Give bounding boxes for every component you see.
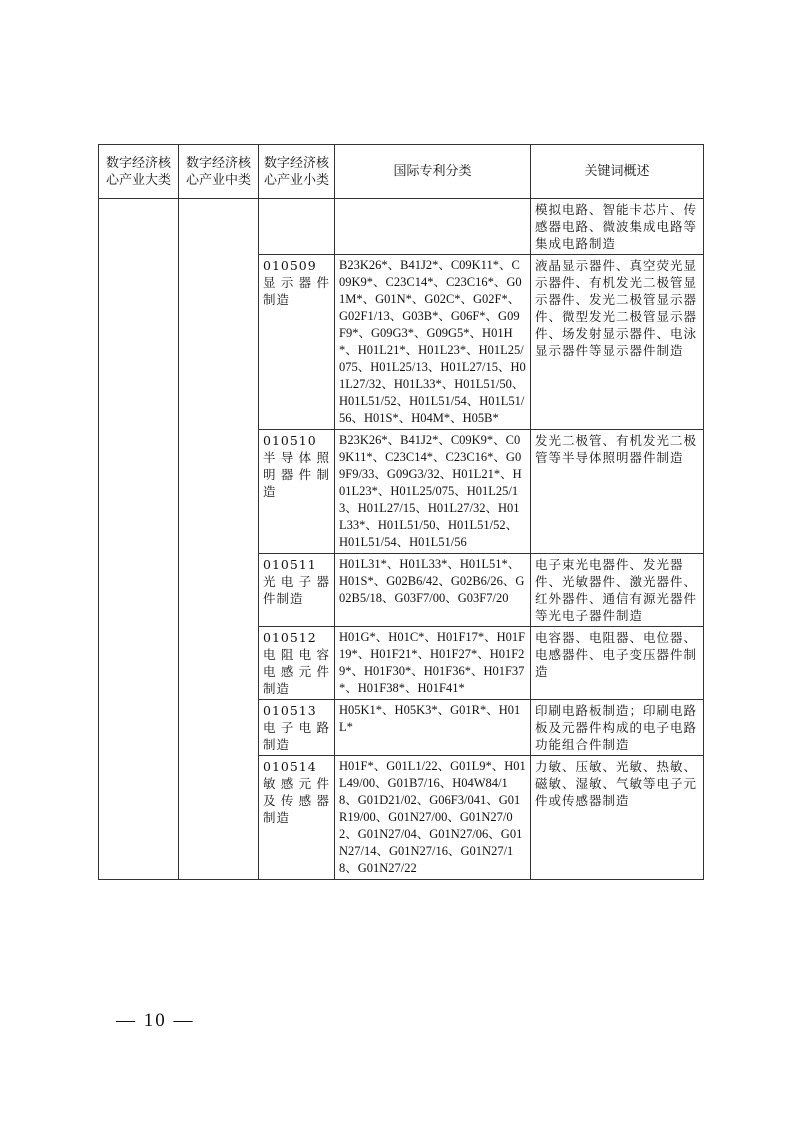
keywords-cell: 电子束光电器件、发光器件、光敏器件、激光器件、红外器件、通信有源光器件等光电子器件制造 <box>531 554 704 627</box>
ipc-cell: H01L31*、H01L33*、H01L51*、H01S*、G02B6/42、G02B6/26、G02B5/18、G03F7/00、G03F7/20 <box>335 554 531 627</box>
ipc-cell <box>335 199 531 255</box>
subclass-cell: 010510 半导体照明器件制造 <box>259 430 335 554</box>
ipc-classification-table <box>98 144 704 880</box>
table-row <box>99 199 704 255</box>
ipc-cell: B23K26*、B41J2*、C09K11*、C09K9*、C23C14*、C23C16*、G01M*、G01N*、G02C*、G02F*、G02F1/13、G03B*、G06F*、G09F9*、G09G3*、G09G5*、H01H*、H01L21*、H01L23*、H01L25/075、H01L25/13、H01L27/15、H01L27/32、H01L33*、H01L51/50、H01L51/52、H01L51/54、H01L51/56、H01S*、H04M*、H05B* <box>335 255 531 430</box>
subclass-cell: 010513 电子电路制造 <box>259 700 335 756</box>
header-keywords: 关键词概述 <box>531 145 704 199</box>
table-header <box>99 145 704 199</box>
subclass-cell: 010511 光电子器件制造 <box>259 554 335 627</box>
keywords-cell: 液晶显示器件、真空荧光显示器件、有机发光二极管显示器件、发光二极管显示器件、微型发光二极管显示器件、场发射显示器件、电泳显示器件等显示器件制造 <box>531 255 704 430</box>
header-subcategory: 数字经济核心产业小类 <box>259 145 335 199</box>
page-number: — 10 — <box>116 1010 195 1031</box>
subclass-cell: 010514 敏感元件及传感器制造 <box>259 756 335 880</box>
keywords-cell: 力敏、压敏、光敏、热敏、磁敏、湿敏、气敏等电子元件或传感器制造 <box>531 756 704 880</box>
header-ipc: 国际专利分类 <box>335 145 531 199</box>
header-major-category: 数字经济核心产业大类 <box>99 145 179 199</box>
keywords-cell: 印刷电路板制造；印刷电路板及元器件构成的电子电路功能组合件制造 <box>531 700 704 756</box>
subclass-cell: 010512 电阻电容电感元件制造 <box>259 627 335 700</box>
header-middle-category: 数字经济核心产业中类 <box>179 145 259 199</box>
table-body <box>99 199 704 880</box>
header-row <box>99 145 704 199</box>
middle-category-cell <box>179 199 259 880</box>
keywords-cell: 模拟电路、智能卡芯片、传感器电路、微波集成电路等集成电路制造 <box>531 199 704 255</box>
subclass-cell: 010509 显示器件制造 <box>259 255 335 430</box>
keywords-cell: 发光二极管、有机发光二极管等半导体照明器件制造 <box>531 430 704 554</box>
subclass-cell <box>259 199 335 255</box>
keywords-cell: 电容器、电阻器、电位器、电感器件、电子变压器件制造 <box>531 627 704 700</box>
ipc-cell: H01F*、G01L1/22、G01L9*、H01L49/00、G01B7/16、H04W84/18、G01D21/02、G06F3/041、G01R19/00、G01N27/00、G01N27/02、G01N27/04、G01N27/06、G01N27/14、G01N27/16、G01N27/18、G01N27/22 <box>335 756 531 880</box>
ipc-cell: H01G*、H01C*、H01F17*、H01F19*、H01F21*、H01F27*、H01F29*、H01F30*、H01F36*、H01F37*、H01F38*、H01F41* <box>335 627 531 700</box>
major-category-cell <box>99 199 179 880</box>
ipc-cell: B23K26*、B41J2*、C09K9*、C09K11*、C23C14*、C23C16*、G09F9/33、G09G3/32、H01L21*、H01L23*、H01L25/075、H01L25/13、H01L27/15、H01L27/32、H01L33*、H01L51/50、H01L51/52、H01L51/54、H01L51/56 <box>335 430 531 554</box>
ipc-cell: H05K1*、H05K3*、G01R*、H01L* <box>335 700 531 756</box>
